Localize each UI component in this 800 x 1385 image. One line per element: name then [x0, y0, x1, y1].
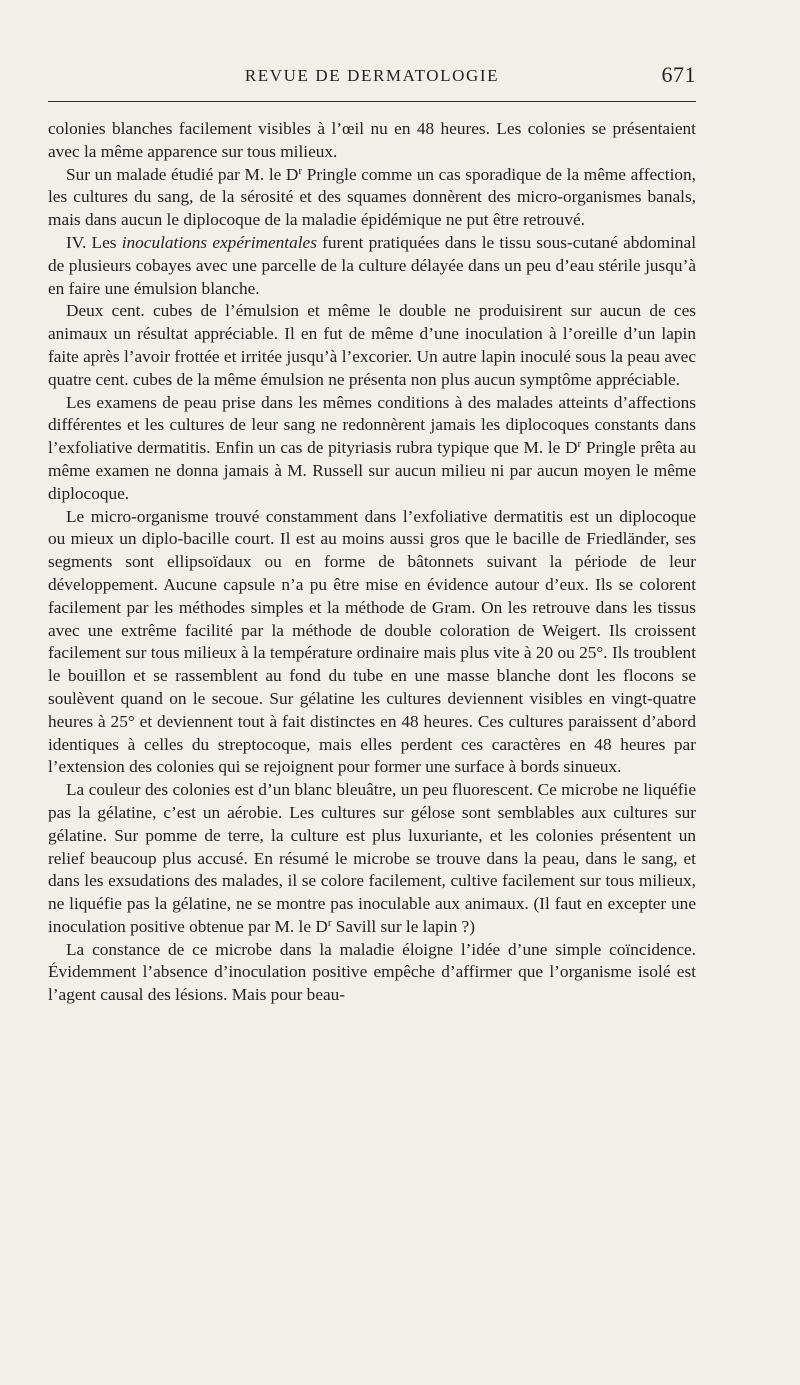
paragraph-2: [48, 164, 696, 232]
paragraph-1: [48, 118, 696, 164]
running-head: [48, 62, 696, 92]
paragraph-3: [48, 232, 696, 300]
paragraph-8: [48, 939, 696, 1007]
paragraph-text: Savill sur le lapin ?): [331, 916, 475, 936]
paragraph-text: La constance de ce microbe dans la maladie éloigne l’idée d’une simple coïncidence. Évidemment l’absence d’inoculation positive empêche d’affirmer que l’organisme isolé est l’agent causal des lésions. Mais pour beau-: [48, 939, 696, 1005]
paragraph-text: Les examens de peau prise dans les mêmes conditions à des malades atteints d’affections différentes et les cultures de leur sang ne redonnèrent jamais les diplocoques constants dans l’exfoliative dermatitis. Enfin un cas de pityriasis rubra typique que M. le D: [48, 392, 696, 458]
paragraph-4: [48, 300, 696, 391]
paragraph-text: Sur un malade étudié par M. le D: [66, 164, 299, 184]
paragraph-text: IV. Les: [66, 232, 122, 252]
superscript: r: [577, 438, 582, 451]
page-number: 671: [661, 62, 696, 87]
superscript: r: [298, 164, 303, 177]
journal-title: REVUE DE DERMATOLOGIE: [244, 66, 500, 85]
paragraph-text: La couleur des colonies est d’un blanc bleuâtre, un peu fluorescent. Ce microbe ne liquéfie pas la gélatine, c’est un aérobie. Les cultures sur gélose sont semblables aux cultures sur gélatine. Sur pomme de terre, la culture est plus luxuriante, et les colonies présentent un relief beaucoup plus accusé. En résumé le microbe se trouve dans la peau, dans le sang, et dans les exsudations des malades, il se colore facilement, cultive facilement sur tous milieux, ne liquéfie pas la gélatine, ne se montre pas inoculable aux animaux. (Il faut en excepter une inoculation positive obtenue par M. le D: [48, 780, 696, 936]
paragraph-5: [48, 392, 696, 506]
paragraph-text: Le micro-organisme trouvé constamment dans l’exfoliative dermatitis est un diplocoque ou mieux un diplo-bacille court. Il est au moins aussi gros que le bacille de Friedländer, ses segments sont ellipsoïdaux ou en forme de bâtonnets suivant la période de leur développement. Aucune capsule n’a pu être mise en évidence autour d’eux. Ils se colorent facilement par les méthodes simples et la méthode de Gram. On les retrouve dans les tissus avec une extrême facilité par la méthode de double coloration de Weigert. Ils croissent facilement sur tous milieux à la température ordinaire mais plus vite à 20 ou 25°. Ils troublent le bouillon et se rassemblent au fond du tube en une masse blanche dont les flocons se soulèvent quand on le secoue. Sur gélatine les cultures deviennent visibles en vingt-quatre heures à 25° et deviennent tout à fait distinctes en 48 heures. Ces cultures paraissent d’abord identiques à celles du streptocoque, mais elles perdent ces caractères en 48 heures par l’extension des colonies qui se rejoignent pour former une surface à bords sinueux.: [48, 506, 696, 777]
paragraph-6: [48, 506, 696, 780]
paragraph-text: furent pratiquées dans le tissu sous-cutané abdominal de plusieurs cobayes avec une parcelle de la culture délayée dans un peu d’eau stérile jusqu’à en faire une émulsion blanche.: [48, 232, 697, 298]
paragraph-text: Deux cent. cubes de l’émulsion et même le double ne produisirent sur aucun de ces animaux un résultat appréciable. Il en fut de même d’une inoculation à l’oreille d’un lapin faite après l’avoir frottée et irritée jusqu’à l’excorier. Un autre lapin inoculé sous la peau avec quatre cent. cubes de la même émulsion ne présenta non plus aucun symptôme appréciable.: [48, 301, 696, 389]
paragraph-text: Pringle prêta au même examen ne donna jamais à M. Russell sur aucun milieu ni par aucun moyen le même diplocoque.: [48, 438, 696, 503]
paragraph-7: [48, 779, 696, 939]
paragraph-text: colonies blanches facilement visibles à l’œil nu en 48 heures. Les colonies se présentaient avec la même apparence sur tous milieux.: [48, 119, 696, 161]
superscript: r: [327, 916, 332, 929]
italic-phrase: inoculations expérimentales: [121, 232, 317, 252]
paragraph-text: Pringle comme un cas sporadique de la même affection, les cultures du sang, de la sérosité et des squames donnèrent des micro-organismes banals, mais dans aucun le diplocoque de la maladie épidémique ne put être retrouvé.: [48, 164, 696, 230]
header-rule: [48, 101, 696, 102]
body-text: [48, 118, 696, 1007]
